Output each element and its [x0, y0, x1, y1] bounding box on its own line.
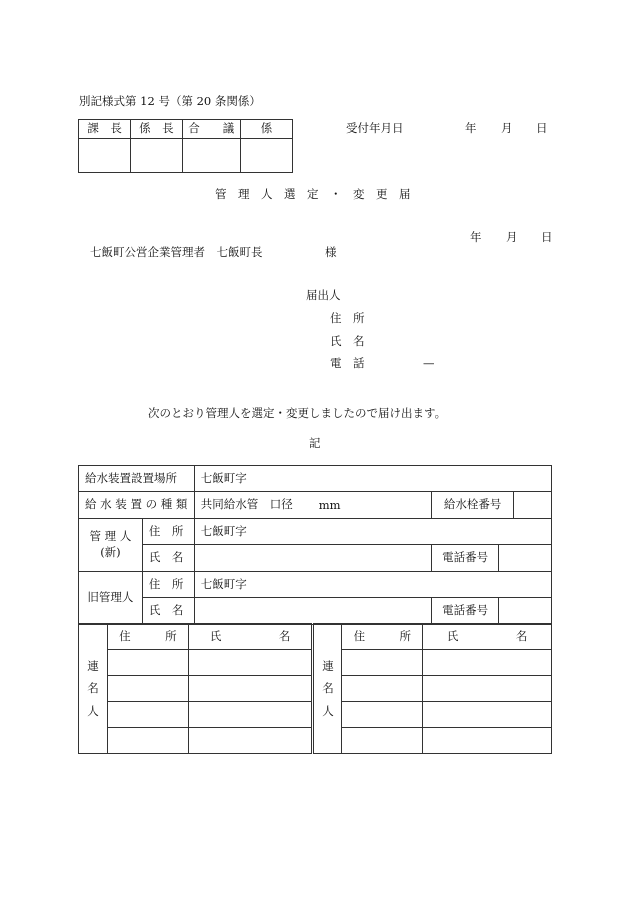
statement-text: 次のとおり管理人を選定・変更しましたので届け出ます。 [148, 406, 447, 420]
applicant-phone-label: 電 話 [330, 356, 365, 370]
joint-name-cell[interactable] [423, 728, 552, 754]
joint-address-cell[interactable] [107, 702, 188, 728]
addressee-name: 七飯町公営企業管理者 七飯町長 [90, 245, 263, 259]
joint-address-header-right: 住 所 [342, 624, 423, 650]
approval-stamp-cell[interactable] [131, 139, 182, 173]
date-month: 月 [506, 230, 518, 244]
applicant-name-label: 氏 名 [330, 334, 365, 348]
approval-stamp-cell[interactable] [79, 139, 131, 173]
approval-stamp-cell[interactable] [182, 139, 240, 173]
joint-side-char-3: 人 [87, 703, 99, 718]
approval-header-clerk: 係 [240, 120, 292, 139]
addressee-honorific: 様 [325, 245, 337, 259]
form-number: 別記様式第 12 号（第 20 条関係） [79, 94, 261, 108]
old-phone-cell[interactable] [432, 598, 552, 625]
joint-address-cell[interactable] [342, 676, 423, 702]
new-manager-label-sub: (新) [100, 545, 121, 559]
new-phone-label: 電話番号 [432, 545, 499, 571]
ki-heading: 記 [309, 436, 321, 450]
document-title: 管 理 人 選 定 ・ 変 更 届 [215, 187, 411, 201]
joint-name-cell[interactable] [423, 676, 552, 702]
joint-side-char-1: 連 [322, 658, 334, 673]
device-type-unit: mm [318, 498, 341, 512]
joint-name-cell[interactable] [423, 702, 552, 728]
new-manager-label [79, 519, 143, 572]
joint-address-cell[interactable] [107, 728, 188, 754]
old-name-value[interactable] [194, 598, 431, 625]
joint-side-char-2: 名 [322, 681, 334, 696]
old-phone-value[interactable] [499, 598, 551, 624]
joint-signatories-table [78, 623, 552, 754]
new-name-label: 氏 名 [142, 545, 194, 572]
joint-address-cell[interactable] [342, 728, 423, 754]
joint-address-header-left: 住 所 [107, 624, 188, 650]
joint-side-label-right [313, 624, 342, 754]
new-phone-value[interactable] [499, 545, 551, 571]
approval-header-section-chief: 課 長 [79, 120, 131, 139]
old-address-label: 住 所 [142, 572, 194, 598]
device-type-text: 共同給水管 口径 [200, 497, 293, 512]
approval-header-consultation: 合 議 [182, 120, 240, 139]
receipt-date-label: 受付年月日 [346, 121, 404, 135]
date-day: 日 [541, 230, 553, 244]
hydrant-number-cell[interactable] [432, 492, 552, 519]
device-type-value[interactable] [194, 492, 431, 519]
approval-header-subsection-chief: 係 長 [131, 120, 182, 139]
receipt-month: 月 [501, 121, 513, 135]
joint-side-label-left [79, 624, 108, 754]
new-address-value[interactable]: 七飯町字 [194, 519, 551, 545]
date-year: 年 [470, 230, 482, 244]
approval-stamp-table [78, 119, 293, 173]
old-name-label: 氏 名 [142, 598, 194, 625]
joint-side-char-1: 連 [87, 658, 99, 673]
old-phone-label: 電話番号 [432, 598, 499, 624]
new-name-value[interactable] [194, 545, 431, 572]
joint-name-header-left: 氏 名 [188, 624, 313, 650]
joint-name-header-right: 氏 名 [423, 624, 552, 650]
location-label: 給水装置設置場所 [79, 466, 195, 492]
new-phone-cell[interactable] [432, 545, 552, 572]
new-address-label: 住 所 [142, 519, 194, 545]
joint-name-cell[interactable] [423, 650, 552, 676]
hydrant-number-value[interactable] [514, 492, 551, 518]
joint-name-cell[interactable] [188, 728, 313, 754]
applicant-address-label: 住 所 [330, 311, 365, 325]
joint-side-char-2: 名 [87, 681, 99, 696]
joint-address-cell[interactable] [107, 650, 188, 676]
applicant-phone-dash: — [423, 356, 435, 370]
receipt-year: 年 [465, 121, 477, 135]
device-type-label: 給 水 装 置 の 種 類 [79, 492, 195, 519]
new-manager-label-main: 管 理 人 [89, 529, 132, 544]
receipt-day: 日 [536, 121, 548, 135]
hydrant-number-label: 給水栓番号 [432, 492, 514, 518]
joint-address-cell[interactable] [107, 676, 188, 702]
approval-stamp-cell[interactable] [240, 139, 292, 173]
applicant-heading: 届出人 [306, 288, 341, 302]
old-address-value[interactable]: 七飯町字 [194, 572, 551, 598]
joint-name-cell[interactable] [188, 676, 313, 702]
details-table [78, 465, 552, 625]
joint-side-char-3: 人 [322, 703, 334, 718]
location-value[interactable]: 七飯町字 [194, 466, 551, 492]
old-manager-label: 旧管理人 [79, 572, 143, 625]
joint-address-cell[interactable] [342, 650, 423, 676]
joint-name-cell[interactable] [188, 650, 313, 676]
joint-address-cell[interactable] [342, 702, 423, 728]
joint-name-cell[interactable] [188, 702, 313, 728]
